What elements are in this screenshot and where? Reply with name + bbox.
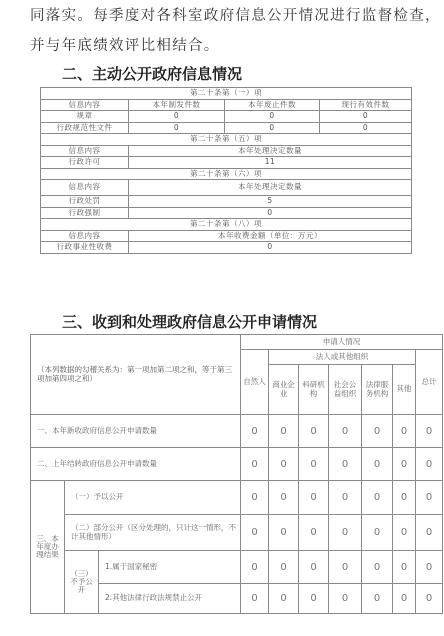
- cell-value: 0: [299, 448, 329, 481]
- cell-value: 0: [269, 481, 299, 515]
- legal-persons-header: 法人或其他组织: [269, 350, 416, 365]
- cell-value: 0: [393, 584, 416, 614]
- row-label: 行政强制: [41, 207, 129, 219]
- cell-value: 0: [362, 584, 393, 614]
- cell-value: 0: [299, 515, 329, 551]
- cell-value: 0: [329, 448, 362, 481]
- col-made-count: 本年制发件数: [129, 99, 225, 111]
- legal-service-header: 法律服务机构: [362, 365, 393, 415]
- cell-value: 0: [299, 481, 329, 515]
- total-header: 总计: [416, 350, 443, 415]
- cell-value: 0: [299, 584, 329, 614]
- cell-value: 0: [241, 515, 269, 551]
- cell-value: 0: [393, 515, 416, 551]
- article-20-5-header: 第二十条第（五）项: [41, 134, 412, 146]
- cell-value: 0: [225, 122, 320, 134]
- row-prohibited-by-law: 2.其他法律行政法规禁止公开: [99, 584, 241, 614]
- cell-value: 0: [362, 448, 393, 481]
- article-20-6-header: 第二十条第（六）项: [41, 168, 412, 180]
- col-info-content: 信息内容: [41, 180, 129, 196]
- cell-value: 0: [299, 415, 329, 448]
- cell-value: 0: [393, 415, 416, 448]
- cell-value: 0: [129, 242, 412, 254]
- cell-value: 0: [393, 481, 416, 515]
- cell-value: 0: [362, 481, 393, 515]
- cell-value: 0: [329, 515, 362, 551]
- cell-value: 0: [362, 515, 393, 551]
- cell-value: 0: [269, 415, 299, 448]
- cell-value: 0: [362, 551, 393, 584]
- cell-value: 0: [241, 584, 269, 614]
- col-decision-count: 本年处理决定数量: [129, 145, 412, 157]
- row-label: 行政许可: [41, 157, 129, 169]
- application-handling-table: [30, 334, 443, 614]
- row-disclosed: （一）予以公开: [65, 481, 241, 515]
- row-new-applications: 一、本年新收政府信息公开申请数量: [31, 415, 241, 448]
- cell-value: 0: [416, 448, 443, 481]
- social-welfare-header: 社会公益组织: [329, 365, 362, 415]
- col-info-content: 信息内容: [41, 230, 129, 242]
- section-3-title: 三、收到和处理政府信息公开申请情况: [62, 313, 318, 331]
- cell-value: 0: [269, 448, 299, 481]
- cell-value: 0: [241, 448, 269, 481]
- cell-value: 0: [241, 481, 269, 515]
- cell-value: 0: [299, 551, 329, 584]
- intro-line-2: 并与年底绩效评比相结合。: [30, 38, 220, 54]
- cell-value: 0: [329, 481, 362, 515]
- section-2-title: 二、主动公开政府信息情况: [62, 65, 243, 83]
- cell-value: 0: [129, 207, 412, 219]
- cell-value: 0: [241, 551, 269, 584]
- cell-value: 0: [225, 111, 320, 123]
- row-not-disclosed-label: （三）不予公开: [65, 551, 99, 614]
- article-20-1-header: 第二十条第（一）项: [41, 88, 412, 100]
- cell-value: 0: [416, 415, 443, 448]
- row-carried-over: 二、上年结转政府信息公开申请数量: [31, 448, 241, 481]
- col-fee-amount: 本年收费金额（单位：万元）: [129, 230, 412, 242]
- row-label: 规章: [41, 111, 129, 123]
- cell-value: 0: [393, 448, 416, 481]
- cell-value: 0: [320, 111, 412, 123]
- cell-value: 0: [416, 481, 443, 515]
- cell-value: 0: [269, 515, 299, 551]
- research-header: 科研机构: [299, 365, 329, 415]
- col-valid-count: 现行有效件数: [320, 99, 412, 111]
- cell-value: 0: [329, 551, 362, 584]
- row-label: 行政处罚: [41, 196, 129, 208]
- cell-value: 11: [129, 157, 412, 169]
- natural-person-header: 自然人: [241, 350, 269, 415]
- cell-value: 0: [129, 111, 225, 123]
- cell-value: 0: [269, 584, 299, 614]
- row-results-label: 三、本年度办理结果: [31, 481, 65, 614]
- cell-value: 0: [416, 515, 443, 551]
- col-info-content: 信息内容: [41, 145, 129, 157]
- row-state-secret: 1.属于国家秘密: [99, 551, 241, 584]
- other-header: 其他: [393, 365, 416, 415]
- col-decision-count: 本年处理决定数量: [129, 180, 412, 196]
- commercial-header: 商业企业: [269, 365, 299, 415]
- proactive-disclosure-table: [40, 87, 412, 254]
- col-abolished-count: 本年废止件数: [225, 99, 320, 111]
- row-label: 行政规范性文件: [41, 122, 129, 134]
- cell-value: 5: [129, 196, 412, 208]
- row-label: 行政事业性收费: [41, 242, 129, 254]
- cell-value: 0: [320, 122, 412, 134]
- cell-value: 0: [269, 551, 299, 584]
- cell-value: 0: [129, 122, 225, 134]
- intro-line-1: 同落实。每季度对各科室政府信息公开情况进行监督检查，: [30, 8, 441, 24]
- article-20-8-header: 第二十条第（八）项: [41, 219, 412, 231]
- cell-value: 0: [416, 584, 443, 614]
- cell-value: 0: [362, 415, 393, 448]
- note-cell: （本列数据的勾稽关系为：第一项加第二项之和，等于第三项加第四项之和）: [31, 335, 241, 415]
- cell-value: 0: [416, 551, 443, 584]
- cell-value: 0: [393, 551, 416, 584]
- cell-value: 0: [329, 584, 362, 614]
- row-partially-disclosed: （二）部分公开（区分处理的，只计这一情形，不计其他情形）: [65, 515, 241, 551]
- col-info-content: 信息内容: [41, 99, 129, 111]
- cell-value: 0: [241, 415, 269, 448]
- cell-value: 0: [329, 415, 362, 448]
- applicant-header: 申请人情况: [241, 335, 443, 350]
